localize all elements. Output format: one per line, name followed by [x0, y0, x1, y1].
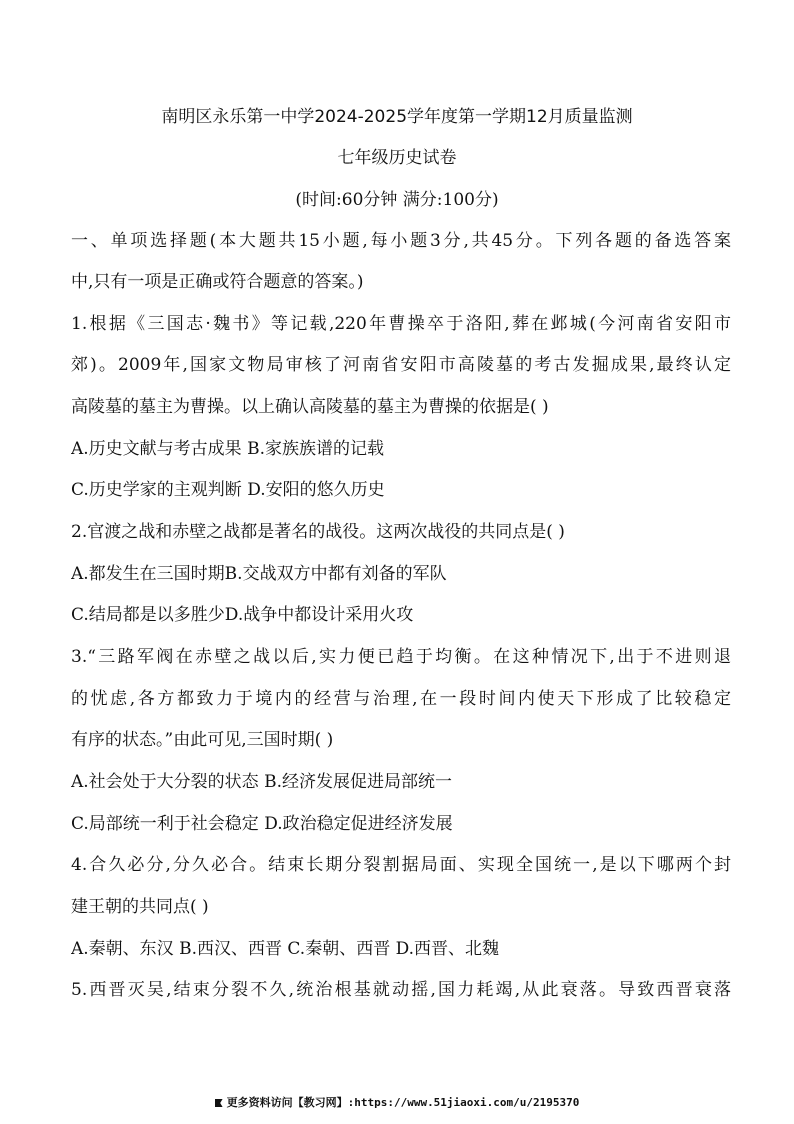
question-4-options: A.秦朝、东汉 B.西汉、西晋 C.秦朝、西晋 D.西晋、北魏 [71, 939, 500, 959]
question-1-options: A.历史文献与考古成果 B.家族族谱的记载 [71, 439, 384, 459]
question-1-line: 1.根据《三国志·魏书》等记载,220年曹操卒于洛阳,葬在邺城(今河南省安阳市 [71, 314, 731, 334]
footer-link[interactable] [0, 1095, 794, 1111]
question-2-options: C.结局都是以多胜少D.战争中都设计采用火攻 [71, 605, 414, 625]
section-instruction-line: 一、单项选择题(本大题共15小题,每小题3分,共45分。下列各题的备选答案 [71, 231, 731, 251]
question-5-line: 5.西晋灭吴,结束分裂不久,统治根基就动摇,国力耗竭,从此衰落。导致西晋衰落 [71, 980, 731, 1000]
section-instruction-line: 中,只有一项是正确或符合题意的答案。) [71, 272, 364, 292]
exam-subtitle: 七年级历史试卷 [337, 148, 457, 168]
flag-icon [215, 1099, 223, 1107]
question-3-line: 有序的状态。”由此可见,三国时期( ) [71, 730, 334, 750]
exam-title: 南明区永乐第一中学2024-2025学年度第一学期12月质量监测 [161, 107, 633, 127]
question-1-line: 高陵墓的墓主为曹操。以上确认高陵墓的墓主为曹操的依据是( ) [71, 397, 549, 417]
question-2-options: A.都发生在三国时期B.交战双方中都有刘备的军队 [71, 564, 447, 584]
question-3-line: 的忧虑,各方都致力于境内的经营与治理,在一段时间内使天下形成了比较稳定 [71, 689, 731, 709]
question-1-options: C.历史学家的主观判断 D.安阳的悠久历史 [71, 480, 385, 500]
footer-text[interactable]: 更多资料访问【教习网】:https://www.51jiaoxi.com/u/2195370 [226, 1096, 580, 1109]
question-4-line: 4.合久必分,分久必合。结束长期分裂割据局面、实现全国统一,是以下哪两个封 [71, 855, 731, 875]
question-3-options: A.社会处于大分裂的状态 B.经济发展促进局部统一 [71, 772, 452, 792]
question-1-line: 郊)。2009年,国家文物局审核了河南省安阳市高陵墓的考古发掘成果,最终认定 [71, 355, 731, 375]
question-3-options: C.局部统一利于社会稳定 D.政治稳定促进经济发展 [71, 814, 453, 834]
question-4-line: 建王朝的共同点( ) [71, 897, 209, 917]
question-2-line: 2.官渡之战和赤壁之战都是著名的战役。这两次战役的共同点是( ) [71, 522, 565, 542]
question-3-line: 3.“三路军阀在赤壁之战以后,实力便已趋于均衡。在这种情况下,出于不进则退 [71, 647, 731, 667]
exam-time-score: (时间:60分钟 满分:100分) [295, 190, 499, 210]
